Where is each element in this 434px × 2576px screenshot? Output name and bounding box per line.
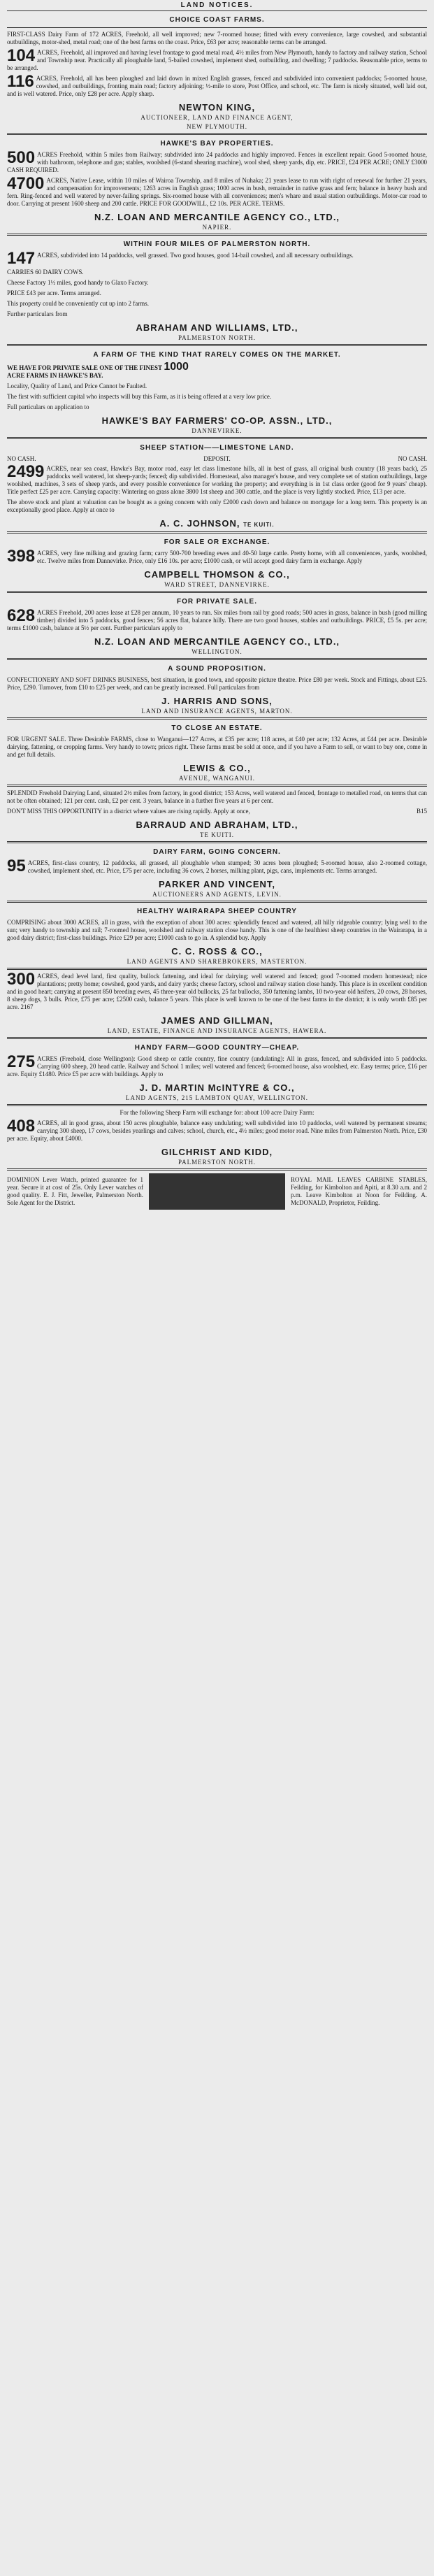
- agent-subtitle: AUCTIONEER, LAND AND FINANCE AGENT,: [140, 114, 294, 121]
- ad-1000-acre: [7, 362, 427, 380]
- ad-number: 2499: [7, 462, 45, 481]
- ad-text: ACRES, Freehold, all has been ploughed and laid down in mixed English grasses, fenced and subdivided into convenient paddocks; 5-roomed house, cowshed, and outbuildings, fronting main road; factory adjoining; ½-mile to store, Post Office, and school, etc. The farm is nicely situated, well laid out, and is well watered. Price, only £28 per acre. Apply sharp.: [7, 75, 427, 97]
- divider: [7, 591, 427, 593]
- ad-number: 628: [7, 606, 36, 625]
- ad-4700-acres: [7, 174, 427, 208]
- ad-number: 4700: [7, 174, 45, 193]
- ad-royal-mail: ROYAL MAIL LEAVES CARBINE STABLES, Feilding, for Kimbolton and Apiti, at 8.30 a.m. and 2 p.m. Leave Kimbolton at Noon for Feilding. A. McDONALD, Proprietor, Feilding.: [291, 1176, 427, 1206]
- ad-number: 398: [7, 547, 36, 566]
- cash-label: NO CASH.: [7, 455, 36, 462]
- agent-town: WELLINGTON.: [191, 648, 243, 655]
- agent-subtitle: LAND AGENTS AND SHAREBROKERS, MASTERTON.: [126, 958, 308, 965]
- section-title-hawkes-bay: HAWKE'S BAY PROPERTIES.: [160, 140, 274, 148]
- agent-name: J. HARRIS AND SONS,: [161, 696, 273, 706]
- ad-dominion-watch: DOMINION Lever Watch, printed guarantee for 1 year. Secure it at cost of 25s. Only Lever watches of good quality. E. J. Fitt, Jeweller, Palmerston North. Sole Agent for the District.: [7, 1176, 143, 1206]
- section-title-sale-exchange: FOR SALE OR EXCHANGE.: [164, 538, 270, 546]
- agent-name-text: A. C. JOHNSON,: [159, 518, 240, 529]
- agent-name: JAMES AND GILLMAN,: [161, 1015, 273, 1026]
- ad-intro: WE HAVE FOR PRIVATE SALE ONE OF THE FINEST: [7, 364, 163, 371]
- cash-label: NO CASH.: [398, 455, 427, 462]
- ad-number: 500: [7, 148, 36, 167]
- ad-text: ACRES, all in good grass, about 150 acres ploughable, balance easy undulating; well subdivided into 10 paddocks, well watered by permanent streams; carrying 300 sheep, 17 cows, besides yearlings and calves; school, church, etc., 4½ miles; good motor road. Nine miles from Palmerston North. Price, £30 per acre. Equity, about £4000.: [7, 1119, 427, 1142]
- ad-number: 95: [7, 857, 26, 875]
- ad-number: 300: [7, 970, 36, 989]
- agent-name: J. D. MARTIN McINTYRE & CO.,: [139, 1082, 295, 1093]
- divider: [7, 531, 427, 534]
- agent-name: [7, 518, 427, 529]
- agent-town: DANNEVIRKE.: [191, 427, 243, 434]
- ad-text: ACRES, first-class country, 12 paddocks, all grassed, all ploughable when stumped; 30 acres been ploughed; 5-roomed house, also 2-roomed cottage, cowshed, implement shed, etc. Price, £75 per acre, including 36 cows, 2 horses, milking plant, pigs, cans, implements etc. Terms arranged.: [27, 859, 427, 874]
- ad-116-acres: [7, 72, 427, 98]
- ad-number: 104: [7, 46, 36, 65]
- divider: [7, 344, 427, 346]
- agent-town: NEW PLYMOUTH.: [187, 123, 247, 130]
- divider: [7, 27, 427, 28]
- section-title-handy-farm: HANDY FARM—GOOD COUNTRY—CHEAP.: [134, 1044, 300, 1052]
- divider: [7, 133, 427, 135]
- ad-275-acres: [7, 1052, 427, 1078]
- section-title-sound-proposition: A SOUND PROPOSITION.: [168, 665, 266, 673]
- agent-town: NAPIER.: [202, 224, 232, 231]
- agent-town: TE KUITI.: [243, 522, 275, 528]
- ad-splendid-dairying: SPLENDID Freehold Dairying Land, situated 2½ miles from factory, in good district; 153 Acres, well watered and fenced, frontage to metalled road, on terms that can not be often obtained; 121 per cent. cash, £2 per cent. 3 years, balance in a further five years at 6 per cent.: [7, 789, 427, 804]
- ad-text: ACRES, dead level land, first quality, bullock fattening, and ideal for dairying; well watered and fenced; good 7-roomed modern homestead; nice plantations; pretty home; cowshed, good yards, and dairy yards; cheese factory, school and railway station close handy. This place is in excellent condition and in good heart; carrying at present 850 breeding ewes, 45 three-year old bullocks, 25 fat bullocks, 350 fattening lambs, 10 two-year old heifers, 20 cows, 28 horses, 8 sheep dogs, 3 bulls. Price, £75 per acre; £2500 cash, balance 5 years. This place is well known to be one of the best farms in the district; it is only worth £85 per acre.: [7, 973, 427, 1010]
- ad-line: Locality, Quality of Land, and Price Cannot be Faulted.: [7, 382, 147, 389]
- divider: [7, 785, 427, 787]
- ad-number: 116: [7, 72, 34, 91]
- agent-name: N.Z. LOAN AND MERCANTILE AGENCY CO., LTD.,: [94, 636, 340, 647]
- ad-number: 1000: [164, 361, 189, 373]
- section-title-wairarapa: HEALTHY WAIRARAPA SHEEP COUNTRY: [137, 908, 297, 915]
- agent-name: C. C. ROSS & CO.,: [171, 946, 263, 957]
- ad-text: ACRES Freehold, within 5 miles from Railway; subdivided into 24 paddocks and highly improved. Fences in excellent repair. Good 5-roomed house, with bathroom, telephone and gas; stables, woolshed (6-stand shearing machine), wool shed, sheep yards, dip, etc. PRICE, £24 PER ACRE; ONLY £3000 CASH REQUIRED.: [7, 151, 427, 173]
- column-divider: [149, 1173, 285, 1210]
- ad-line: PRICE £43 per acre. Terms arranged.: [7, 289, 101, 296]
- ad-line: [7, 808, 427, 815]
- ad-text: ACRES, very fine milking and grazing farm; carry 500-700 breeding ewes and 40-50 large cattle. Pretty home, with all conveniences, yards, woolshed, etc. Twelve miles from Dannevirke. Price, only £16 10s. per acre; £1000 cash, or will accept good dairy farm in exchange. Apply: [37, 550, 427, 564]
- agent-name: LEWIS & CO.,: [183, 763, 251, 773]
- section-title-limestone: SHEEP STATION——LIMESTONE LAND.: [140, 444, 294, 452]
- ad-line: This property could be conveniently cut up into 2 farms.: [7, 300, 149, 307]
- divider: [7, 1037, 427, 1039]
- ad-line: Cheese Factory 1½ miles, good handy to Glaxo Factory.: [7, 279, 149, 286]
- ad-text: DON'T MISS THIS OPPORTUNITY in a district where values are rising rapidly. Apply at once,: [7, 808, 250, 815]
- ad-text: ACRES, subdivided into 14 paddocks, well grassed. Two good houses, good 14-bail cowshed, and all necessary outbuildings.: [37, 252, 354, 259]
- ad-code: B15: [416, 808, 427, 815]
- ad-398-acres: [7, 547, 427, 566]
- agent-subtitle: AVENUE, WANGANUI.: [179, 775, 255, 782]
- divider: [7, 1104, 427, 1106]
- ad-code: 2167: [20, 1003, 34, 1010]
- ad-dairy-farm-172: [7, 31, 427, 46]
- section-title-private-sale: FOR PRIVATE SALE.: [177, 598, 257, 606]
- ad-408-acres: [7, 1119, 427, 1143]
- ad-line: CARRIES 60 DAIRY COWS.: [7, 269, 84, 276]
- ad-urgent-sale: FOR URGENT SALE. Three Desirable FARMS, close to Wanganui—127 Acres, at £35 per acre; 118 acres, at £40 per acre; 132 Acres, at £44 per acre. Desirable dairying, fattening, or cropping farms. Very handy to town; prices right. These farms must be sold at once, and if you have a Farm to sell, or want to buy one, come in and get full details.: [7, 736, 427, 758]
- ad-text: ACRES, Native Lease, within 10 miles of Wairoa Township, and 8 miles of Nuhaka; 21 years lease to run with right of renewal for further 21 years, and compensation for improvements; 1263 acres in English grass; 1000 acres in bush, remainder in native grass and fern; balance in heavy bush and fern. Ring-fenced and well watered by never-failing springs. Six-roomed house with all conveniences; men's whare and usual station outbuildings. Motor-car road to door. Carrying at present 1600 sheep and 200 cattle. PRICE FOR GOODWILL, £2 10s. PER ACRE. TERMS.: [7, 177, 427, 207]
- agent-name: NEWTON KING,: [178, 102, 256, 113]
- ad-500-acres: [7, 148, 427, 174]
- ad-147-acres: [7, 249, 427, 268]
- agent-subtitle: LAND AND INSURANCE AGENTS, MARTON.: [141, 708, 293, 715]
- ad-line: Further particulars from: [7, 310, 68, 317]
- agent-name: CAMPBELL THOMSON & CO.,: [144, 569, 290, 580]
- section-title-estate: TO CLOSE AN ESTATE.: [171, 724, 263, 732]
- page-header: LAND NOTICES.: [7, 0, 427, 11]
- exchange-heading: For the following Sheep Farm will exchange for: about 100 acre Dairy Farm:: [120, 1109, 314, 1116]
- divider: [7, 968, 427, 970]
- ad-95-acres: [7, 859, 427, 875]
- ad-line: Full particulars on application to: [7, 403, 89, 410]
- ad-text: ACRES (Freehold, close Wellington): Good sheep or cattle country, fine country (undulating): All in grass, fenced, and subdivided into 5 paddocks. Carrying 600 sheep, 20 head cattle. Railway and School 1 miles; well watered and fenced; 6-roomed house, also woolshed, etc. Easy terms; price, £16 per acre. Equity £1480. Price £5 per acre with buildings. Apply to: [7, 1055, 427, 1078]
- divider: [7, 717, 427, 720]
- section-title-palmerston: WITHIN FOUR MILES OF PALMERSTON NORTH.: [123, 241, 311, 248]
- section-title-choice-coast: CHOICE COAST FARMS.: [169, 16, 265, 24]
- section-title-rare-farm: A FARM OF THE KIND THAT RARELY COMES ON THE MARKET.: [93, 351, 341, 359]
- agent-town: PALMERSTON NORTH.: [178, 334, 256, 341]
- ad-number: 275: [7, 1052, 36, 1071]
- agent-name: ABRAHAM AND WILLIAMS, LTD.,: [136, 322, 298, 333]
- ad-line: The above stock and plant at valuation can be bought as a going concern with only £2000 cash down and balance on mortgage for a long term. This property is an exceptionally good place. Apply at once to: [7, 499, 427, 513]
- agent-subtitle: LAND, ESTATE, FINANCE AND INSURANCE AGENTS, HAWERA.: [107, 1027, 327, 1034]
- ad-number: 147: [7, 249, 36, 268]
- divider: [7, 841, 427, 843]
- agent-subtitle: AUCTIONEERS AND AGENTS, LEVIN.: [152, 891, 282, 898]
- agent-name: N.Z. LOAN AND MERCANTILE AGENCY CO., LTD.,: [94, 212, 340, 222]
- bottom-columns: [7, 1173, 427, 1210]
- ad-300-acres: [7, 970, 427, 1011]
- ad-intro-2: ACRE FARMS IN HAWKE'S BAY.: [7, 372, 103, 379]
- cash-terms-row: [7, 455, 427, 462]
- ad-confectionery: CONFECTIONERY AND SOFT DRINKS BUSINESS, best situation, in good town, and opposite picture theatre. Price £80 per week. Stock and Fittings, about £25. Price, £290. Turnover, from £10 to £25 per week, and can be greatly increased. Full particulars from: [7, 676, 427, 691]
- ad-104-acres: [7, 46, 427, 72]
- agent-name: GILCHRIST AND KIDD,: [161, 1147, 273, 1157]
- ad-628-acres: [7, 606, 427, 632]
- divider: [7, 1168, 427, 1171]
- ad-number: 408: [7, 1117, 36, 1136]
- ad-text: ACRES Freehold, 200 acres lease at £28 per annum, 10 years to run. Six miles from rail by good roads; 500 acres in grass, balance in bush (good milling timber) divided into 5 paddocks, good fences; 56 acres flat, balance hilly. There are two good houses, stables and outbuildings. PRICE, £5 5s. per acre; terms £1000 cash, balance at 5½ per cent. Further particulars apply to: [7, 609, 427, 631]
- agent-name: HAWKE'S BAY FARMERS' CO-OP. ASSN., LTD.,: [101, 415, 333, 426]
- agent-subtitle: LAND AGENTS, 215 LAMBTON QUAY, WELLINGTON.: [125, 1094, 308, 1101]
- deposit-label: DEPOSIT.: [203, 455, 231, 462]
- ad-text: FIRST-CLASS Dairy Farm of 172 ACRES, Freehold, all well improved; new 7-roomed house; fitted with every convenience, large cowshed, and substantial outbuildings, motor-shed, metal road; one of the best farms on the coast. Price, £63 per acre; reasonable terms can be arranged.: [7, 31, 427, 45]
- divider: [7, 437, 427, 439]
- ad-text: ACRES, Freehold, all improved and having level frontage to good metal road, 4½ miles from New Plymouth, handy to factory and railway station, School and Township near. Practically all ploughable land, 5-bailed cowshed, implement shed, outbuilding, and dwelling; 7 paddocks. Reasonable price, terms to be arranged.: [7, 49, 427, 71]
- agent-subtitle: WARD STREET, DANNEVIRKE.: [164, 581, 270, 588]
- ad-wairarapa: COMPRISING about 3000 ACRES, all in grass, with the exception of about 300 acres: splendidly fenced and watered, all hilly ridgeable country; lying well to the sun; very handy to township and rail; 7-roomed house, woolshed and railway station close handy. This is one of the healthiest sheep countries in the Wairarapa, in a good dairy district; first-class buildings. Price £29 per acre; £1000 cash to go in. A splendid buy. Apply: [7, 919, 427, 941]
- divider: [7, 658, 427, 660]
- divider: [7, 234, 427, 236]
- ad-2499-acres: [7, 462, 427, 496]
- agent-town: PALMERSTON NORTH.: [178, 1159, 256, 1166]
- agent-name: PARKER AND VINCENT,: [158, 879, 276, 889]
- ad-text: ACRES, near sea coast, Hawke's Bay, motor road, easy let class limestone hills, all in best of grass, all original bush country (18 years back), 25 paddocks well watered, lot sheep-yards; fenced; dip subdivided. Homestead, also manager's house, and very complete set of station outbuildings, large woolshed, machines, 3 sets of sheep yards, and every possible convenience for working the property; and everything is in 1st class order (good for 9 years' cheap). Title perfect £25 per acre. Carrying capacity: Wintering on grass alone 3800 1st sheep and 300 cattle, and the place is very lightly stocked. Price, £13 per acre.: [7, 465, 427, 495]
- ad-line: The first with sufficient capital who inspects will buy this Farm, as it is being offered at a very low price.: [7, 393, 272, 400]
- section-title-dairy-concern: DAIRY FARM, GOING CONCERN.: [153, 848, 281, 856]
- divider: [7, 901, 427, 903]
- agent-town: TE KUITI.: [200, 831, 234, 838]
- agent-name: BARRAUD AND ABRAHAM, LTD.,: [136, 820, 298, 830]
